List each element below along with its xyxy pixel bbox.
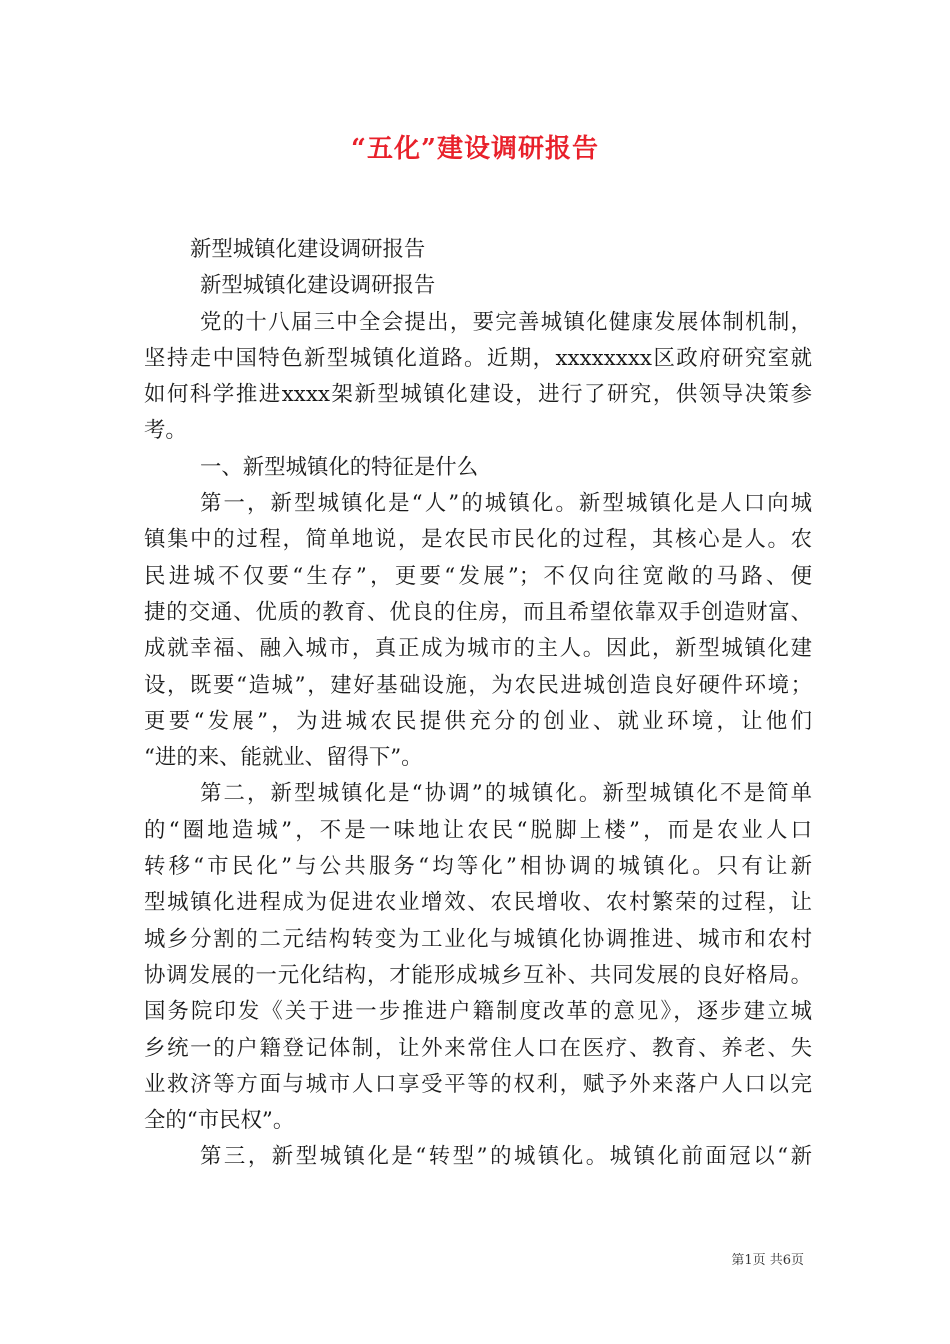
text-line: 坚持走中国特色新型城镇化道路。近期，xxxxxxxx区政府研究室就 (144, 345, 812, 371)
document-body (144, 232, 812, 1176)
text-line: 乡统一的户籍登记体制，让外来常住人口在医疗、教育、养老、失 (144, 1035, 812, 1061)
page-number: 第1页 共6页 (731, 1253, 804, 1268)
text-line: 更要“发展”，为进城农民提供充分的创业、就业环境，让他们 (144, 708, 812, 734)
text-line: 的“圈地造城”，不是一味地让农民“脱脚上楼”，而是农业人口 (144, 817, 812, 843)
text-line: 新型城镇化建设调研报告 (200, 273, 436, 299)
text-line: 第一，新型城镇化是“人”的城镇化。新型城镇化是人口向城 (200, 491, 812, 517)
text-line: 成就幸福、融入城市，真正成为城市的主人。因此，新型城镇化建 (144, 636, 812, 662)
text-line: 考。 (144, 418, 187, 444)
text-line: 第二，新型城镇化是“协调”的城镇化。新型城镇化不是简单 (200, 781, 812, 807)
text-line: 全的“市民权”。 (144, 1108, 295, 1134)
text-line: 业救济等方面与城市人口享受平等的权利，赋予外来落户人口以完 (144, 1071, 812, 1097)
document-title: “五化”建设调研报告 (351, 134, 599, 164)
text-line: 设，既要“造城”，建好基础设施，为农民进城创造良好硬件环境； (144, 672, 812, 698)
text-line: 城乡分割的二元结构转变为工业化与城镇化协调推进、城市和农村 (144, 926, 812, 952)
text-line: 第三，新型城镇化是“转型”的城镇化。城镇化前面冠以“新 (200, 1144, 812, 1170)
text-line: 新型城镇化建设调研报告 (190, 237, 426, 262)
text-line: 镇集中的过程，简单地说，是农民市民化的过程，其核心是人。农 (144, 527, 812, 553)
text-line: “进的来、能就业、留得下”。 (144, 745, 423, 771)
text-line: 型城镇化进程成为促进农业增效、农民增收、农村繁荣的过程，让 (144, 890, 812, 916)
text-line: 捷的交通、优质的教育、优良的住房，而且希望依靠双手创造财富、 (144, 599, 812, 625)
text-line: 党的十八届三中全会提出，要完善城镇化健康发展体制机制， (200, 309, 812, 335)
text-line: 如何科学推进xxxx架新型城镇化建设，进行了研究，供领导决策参 (144, 382, 812, 408)
text-line: 转移“市民化”与公共服务“均等化”相协调的城镇化。只有让新 (144, 854, 812, 880)
text-line: 国务院印发《关于进一步推进户籍制度改革的意见》，逐步建立城 (144, 999, 812, 1025)
text-line: 民进城不仅要“生存”，更要“发展”；不仅向往宽敞的马路、便 (144, 563, 812, 589)
text-line: 一、新型城镇化的特征是什么 (200, 454, 479, 480)
text-line: 协调发展的一元化结构，才能形成城乡互补、共同发展的良好格局。 (144, 962, 812, 988)
